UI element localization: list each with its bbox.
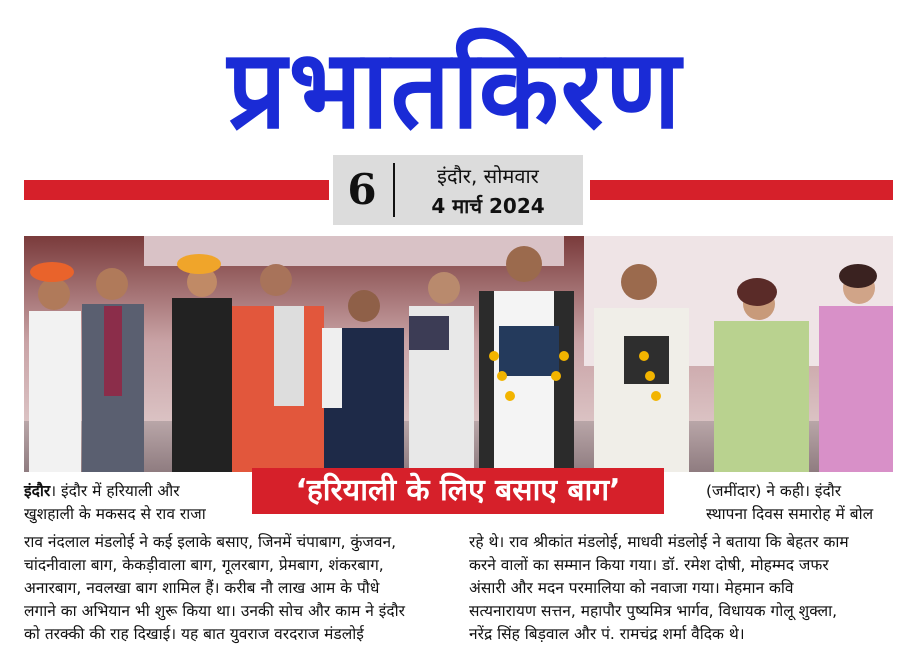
event-photo <box>24 236 893 472</box>
edition-box <box>333 155 583 225</box>
article-col2-top-line-2: स्थापना दिवस समारोह में बोल <box>706 505 874 523</box>
article-col1-top-line-2: खुशहाली के मकसद से राव राजा <box>24 505 206 523</box>
article-col2-line: रहे थे। राव श्रीकांत मंडलोई, माधवी मंडलोई ने बताया कि बेहतर काम <box>469 533 849 551</box>
article-col2-line: करने वालों का सम्मान किया गया। डॉ. रमेश दोषी, मोहम्मद जफर <box>469 556 829 574</box>
page-number: 6 <box>347 165 377 214</box>
article-col2-line: सत्यनारायण सत्तन, महापौर पुष्यमित्र भार्गव, विधायक गोलू शुक्ला, <box>469 602 838 620</box>
article-col1-line: लगाने का अभियान भी शुरू किया था। उनकी सोच और काम ने इंदौर <box>24 602 405 620</box>
header-band-right <box>590 180 893 200</box>
edition-city-day: इंदौर, सोमवार <box>437 164 539 188</box>
article-col1-top-line-1 <box>24 480 180 503</box>
article-col1-line: अनारबाग, नवलखा बाग शामिल हैं। करीब नौ लाख आम के पौधे <box>24 579 380 597</box>
event-photo-illustration <box>24 236 893 472</box>
article-col1-line: चांदनीवाला बाग, केकड़ीवाला बाग, गूलरबाग, प्रेमबाग, शंकरबाग, <box>24 556 384 574</box>
edition-date: 4 मार्च 2024 <box>431 194 545 218</box>
masthead-logo: प्रभातकिरण <box>227 24 683 154</box>
article-headline: ‘हरियाली के लिए बसाए बाग’ <box>252 468 664 514</box>
header-band-left <box>24 180 329 200</box>
text-segment: । इंदौर में हरियाली और <box>50 482 180 500</box>
article-col2-top-line-1: (जमींदार) ने कही। इंदौर <box>706 482 842 500</box>
article-col2-line: अंसारी और मदन परमालिया को नवाजा गया। मेहमान कवि <box>469 579 794 597</box>
article-col2-line: नरेंद्र सिंह बिड़वाल और पं. रामचंद्र शर्मा वैदिक थे। <box>469 625 745 643</box>
article-col1-line: को तरक्की की राह दिखाई। यह बात युवराज वरदराज मंडलोई <box>24 625 364 643</box>
edition-divider <box>393 163 395 217</box>
dateline: इंदौर <box>24 482 51 500</box>
article-col1-line: राव नंदलाल मंडलोई ने कई इलाके बसाए, जिनमें चंपाबाग, कुंजवन, <box>24 533 396 551</box>
